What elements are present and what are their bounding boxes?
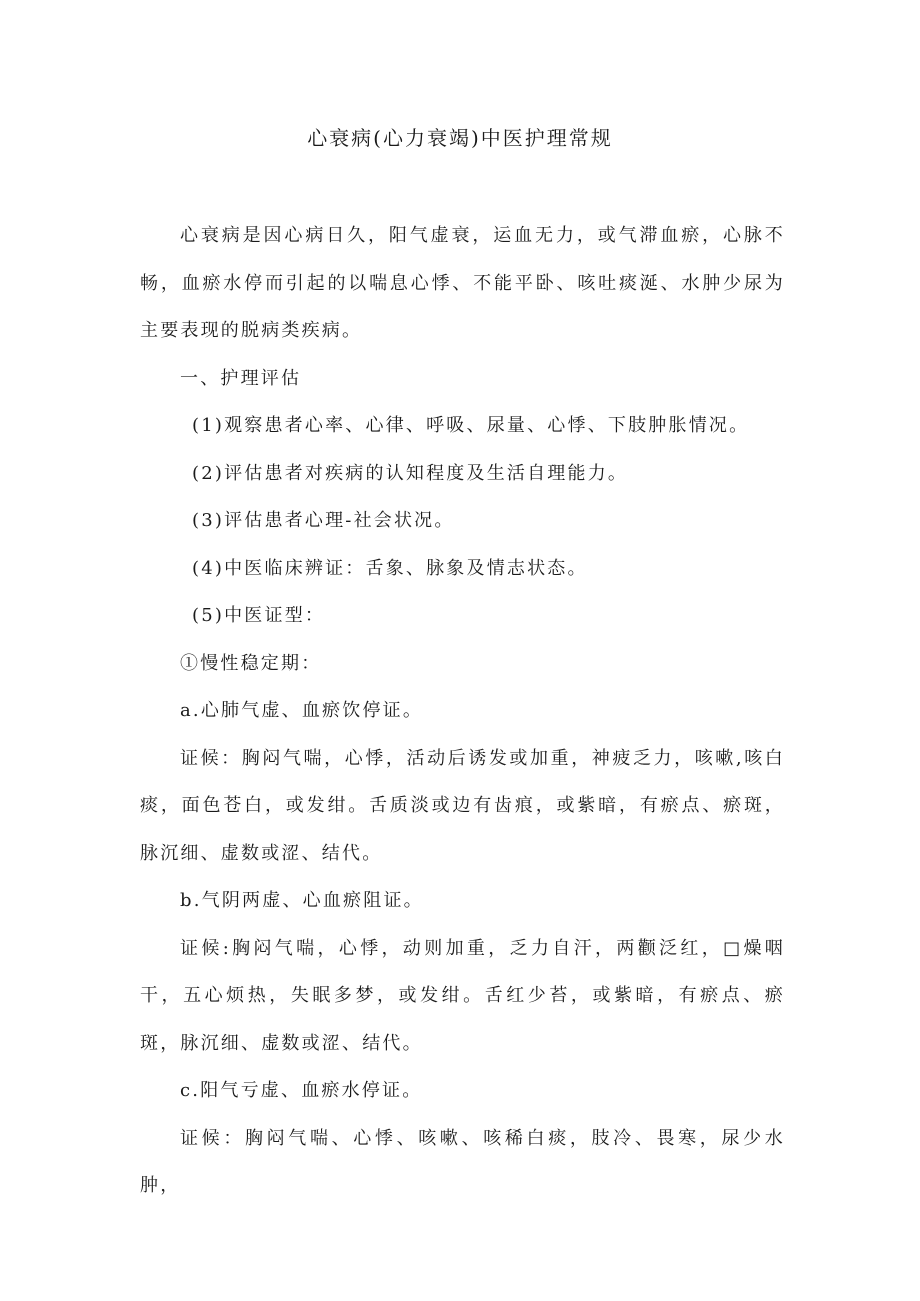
section-heading-assessment: 一、护理评估 xyxy=(180,367,302,389)
document-title: 心衰病(心力衰竭)中医护理常规 xyxy=(307,126,613,150)
assessment-item-2: (2)评估患者对疾病的认知程度及生活自理能力。 xyxy=(192,462,629,484)
document-body xyxy=(140,212,785,1210)
assessment-item-3: (3)评估患者心理-社会状况。 xyxy=(192,510,455,531)
syndrome-type-b-symptoms: 证候:胸闷气喘，心悸，动则加重，乏力自汗，两颧泛红，□燥咽干，五心烦热，失眠多梦，或发绀。舌红少苔，或紫暗，有瘀点、瘀斑，脉沉细、虚数或涩、结代。 xyxy=(140,937,785,1054)
syndrome-type-a: a.心肺气虚、血瘀饮停证。 xyxy=(180,700,424,721)
syndrome-type-c: c.阳气亏虚、血瘀水停证。 xyxy=(180,1080,423,1101)
intro-paragraph: 心衰病是因心病日久，阳气虚衰，运血无力，或气滞血瘀，心脉不畅，血瘀水停而引起的以喘息心悸、不能平卧、咳吐痰涎、水肿少尿为主要表现的脱病类疾病。 xyxy=(140,225,785,341)
syndrome-type-c-symptoms: 证候：胸闷气喘、心悸、咳嗽、咳稀白痰，肢冷、畏寒，尿少水肿， xyxy=(140,1127,785,1196)
assessment-item-5: (5)中医证型： xyxy=(192,605,326,626)
syndrome-type-b: b.气阴两虚、心血瘀阻证。 xyxy=(180,890,424,911)
syndrome-type-a-symptoms: 证候：胸闷气喘，心悸，活动后诱发或加重，神疲乏力，咳嗽,咳白痰，面色苍白，或发绀。舌质淡或边有齿痕，或紫暗，有瘀点、瘀斑，脉沉细、虚数或涩、结代。 xyxy=(140,747,785,864)
stage-heading-chronic-stable: ①慢性稳定期： xyxy=(180,652,322,674)
assessment-item-1: (1)观察患者心率、心律、呼吸、尿量、心悸、下肢肿胀情况。 xyxy=(192,415,750,436)
assessment-item-4: (4)中医临床辨证：舌象、脉象及情志状态。 xyxy=(192,557,588,579)
